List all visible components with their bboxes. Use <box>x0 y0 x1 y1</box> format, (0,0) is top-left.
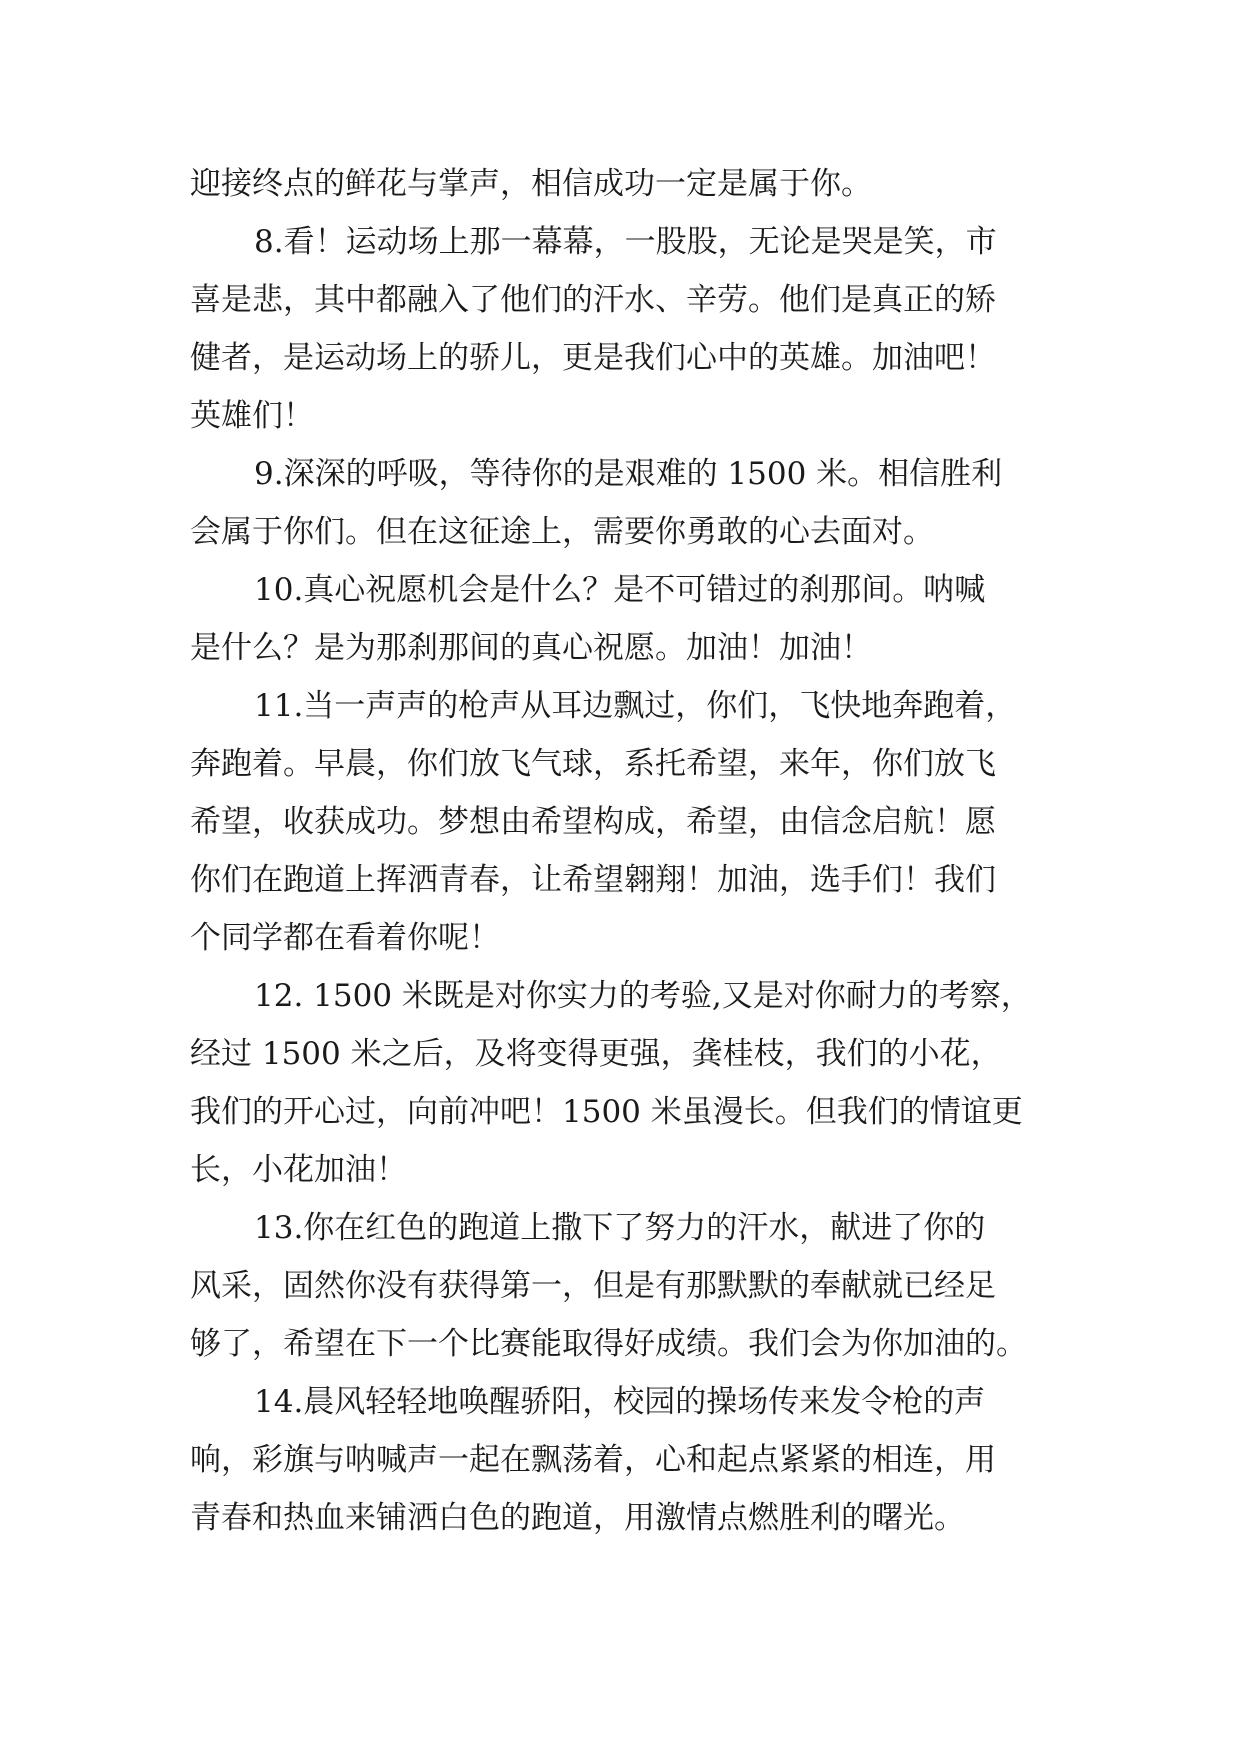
text-line: 我们的开心过，向前冲吧！1500 米虽漫长。但我们的情谊更 <box>190 1094 1023 1130</box>
paragraph-14-start: 14.晨风轻轻地唤醒骄阳，校园的操场传来发令枪的声 <box>254 1384 986 1420</box>
text-line: 你们在跑道上挥洒青春，让希望翱翔！加油，选手们！我们 <box>190 862 996 898</box>
paragraph-8-start: 8.看！运动场上那一幕幕，一股股，无论是哭是笑，市 <box>254 224 997 260</box>
text-line: 够了，希望在下一个比赛能取得好成绩。我们会为你加油的。 <box>190 1326 1027 1362</box>
text-line: 迎接终点的鲜花与掌声，相信成功一定是属于你。 <box>190 166 872 202</box>
paragraph-9-start: 9.深深的呼吸，等待你的是艰难的 1500 米。相信胜利 <box>254 456 1003 492</box>
text-line: 是什么？是为那刹那间的真心祝愿。加油！加油！ <box>190 630 872 666</box>
text-line: 健者，是运动场上的骄儿，更是我们心中的英雄。加油吧！ <box>190 340 996 376</box>
text-line: 长，小花加油！ <box>190 1152 407 1188</box>
paragraph-11-start: 11.当一声声的枪声从耳边飘过，你们，飞快地奔跑着， <box>254 688 1017 724</box>
text-line: 会属于你们。但在这征途上，需要你勇敢的心去面对。 <box>190 514 934 550</box>
text-line: 喜是悲，其中都融入了他们的汗水、辛劳。他们是真正的矫 <box>190 282 996 318</box>
paragraph-12-start: 12. 1500 米既是对你实力的考验,又是对你耐力的考察， <box>254 978 1032 1014</box>
text-line: 经过 1500 米之后，及将变得更强，龚桂枝，我们的小花， <box>190 1036 1002 1072</box>
document-body <box>190 155 1060 1547</box>
text-line: 个同学都在看着你呢！ <box>190 920 500 956</box>
text-line: 希望，收获成功。梦想由希望构成，希望，由信念启航！愿 <box>190 804 996 840</box>
paragraph-10-start: 10.真心祝愿机会是什么？是不可错过的刹那间。呐喊 <box>254 572 986 608</box>
text-line: 青春和热血来铺洒白色的跑道，用激情点燃胜利的曙光。 <box>190 1500 965 1536</box>
paragraph-13-start: 13.你在红色的跑道上撒下了努力的汗水，献进了你的 <box>254 1210 986 1246</box>
text-line: 风采，固然你没有获得第一，但是有那默默的奉献就已经足 <box>190 1268 996 1304</box>
text-line: 奔跑着。早晨，你们放飞气球，系托希望，来年，你们放飞 <box>190 746 996 782</box>
text-line: 英雄们！ <box>190 398 314 434</box>
text-line: 响，彩旗与呐喊声一起在飘荡着，心和起点紧紧的相连，用 <box>190 1442 996 1478</box>
